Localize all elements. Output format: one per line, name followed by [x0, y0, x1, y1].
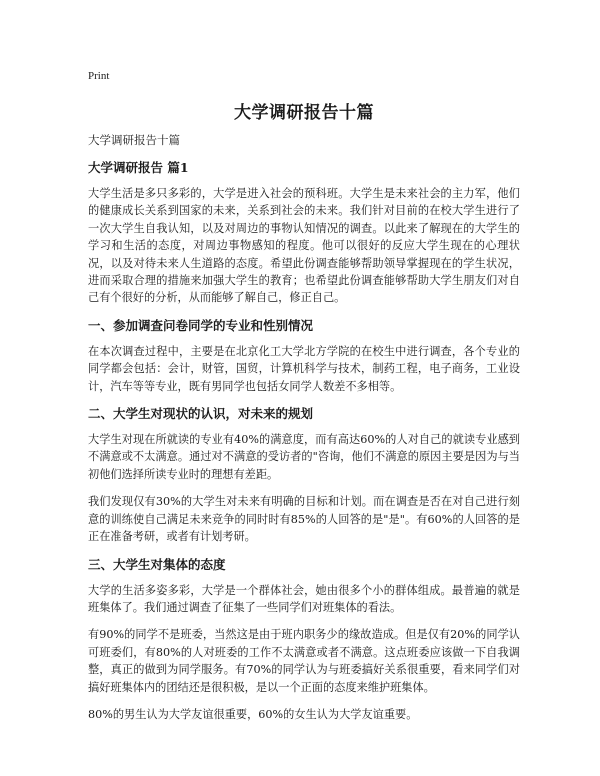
- section2-paragraph-2: 我们发现仅有30%的大学生对未来有明确的目标和计划。而在调查是否在对自己进行刻意的训练使自己满足未来竞争的同时时有85%的人回答的是"是"。有60%的人回答的是正在准备考研，或者有计划考研。: [88, 495, 520, 544]
- section3-paragraph-3: 80%的男生认为大学友谊很重要，60%的女生认为大学友谊重要。: [88, 707, 418, 721]
- section-heading-3: 三、大学生对集体的态度: [88, 556, 226, 572]
- section-heading-1: 一、参加调查问卷同学的专业和性别情况: [88, 317, 314, 333]
- section3-paragraph-1: 大学的生活多姿多彩，大学是一个群体社会，她由很多个小的群体组成。最普遍的就是班集体了。我们通过调查了征集了一些同学们对班集体的看法。: [88, 583, 520, 614]
- print-link[interactable]: Print: [88, 70, 110, 82]
- intro-paragraph: 大学生活是多只多彩的，大学是进入社会的预科班。大学生是未来社会的主力军，他们的健康成长关系到国家的未来，关系到社会的未来。我们针对目前的在校大学生进行了一次大学生自我认知，以及对周边的事物认知情况的调查。以此来了解现在的大学生的学习和生活的态度，对周边事物感知的程度。他可以很好的反应大学生现在的心理状况，以及对待未来人生道路的态度。希望此份调查能够帮助领导掌握现在的学生状况，进而采取合理的措施来加强大学生的教育；也希望此份调查能够帮助大学生朋友们对自己有个很好的分析，从而能够了解自己，修正自己。: [88, 187, 520, 305]
- section1-paragraph: 在本次调查过程中，主要是在北京化工大学北方学院的在校生中进行调查，各个专业的同学都会包括：会计，财管，国贸，计算机科学与技术，制药工程，电子商务，工业设计，汽车等等专业，既有男同学也包括女同学人数差不多相等。: [88, 344, 520, 393]
- section3-paragraph-2: 有90%的同学不是班委，当然这是由于班内职务少的缘故造成。但是仅有20%的同学认可班委们，有80%的人对班委的工作不太满意或者不满意。这点班委应该做一下自我调整，真正的做到为同学服务。有70%的同学认为与班委搞好关系很重要，看来同学们对搞好班集体内的团结还是很积极，是以一个正面的态度来维护班集体。: [88, 628, 520, 694]
- section-heading-2: 二、大学生对现状的认识，对未来的规划: [88, 406, 314, 422]
- section2-paragraph-1: 大学生对现在所就读的专业有40%的满意度，而有高达60%的人对自己的就读专业感到不满意或不太满意。通过对不满意的受访者的"咨询，他们不满意的原因主要是因为与当初他们选择所读专业时的理想有差距。: [88, 433, 520, 481]
- page-title: 大学调研报告十篇: [234, 103, 374, 123]
- document-subtitle: 大学调研报告十篇: [88, 133, 180, 147]
- document-body: [88, 132, 520, 733]
- article-heading: 大学调研报告 篇1: [88, 160, 189, 175]
